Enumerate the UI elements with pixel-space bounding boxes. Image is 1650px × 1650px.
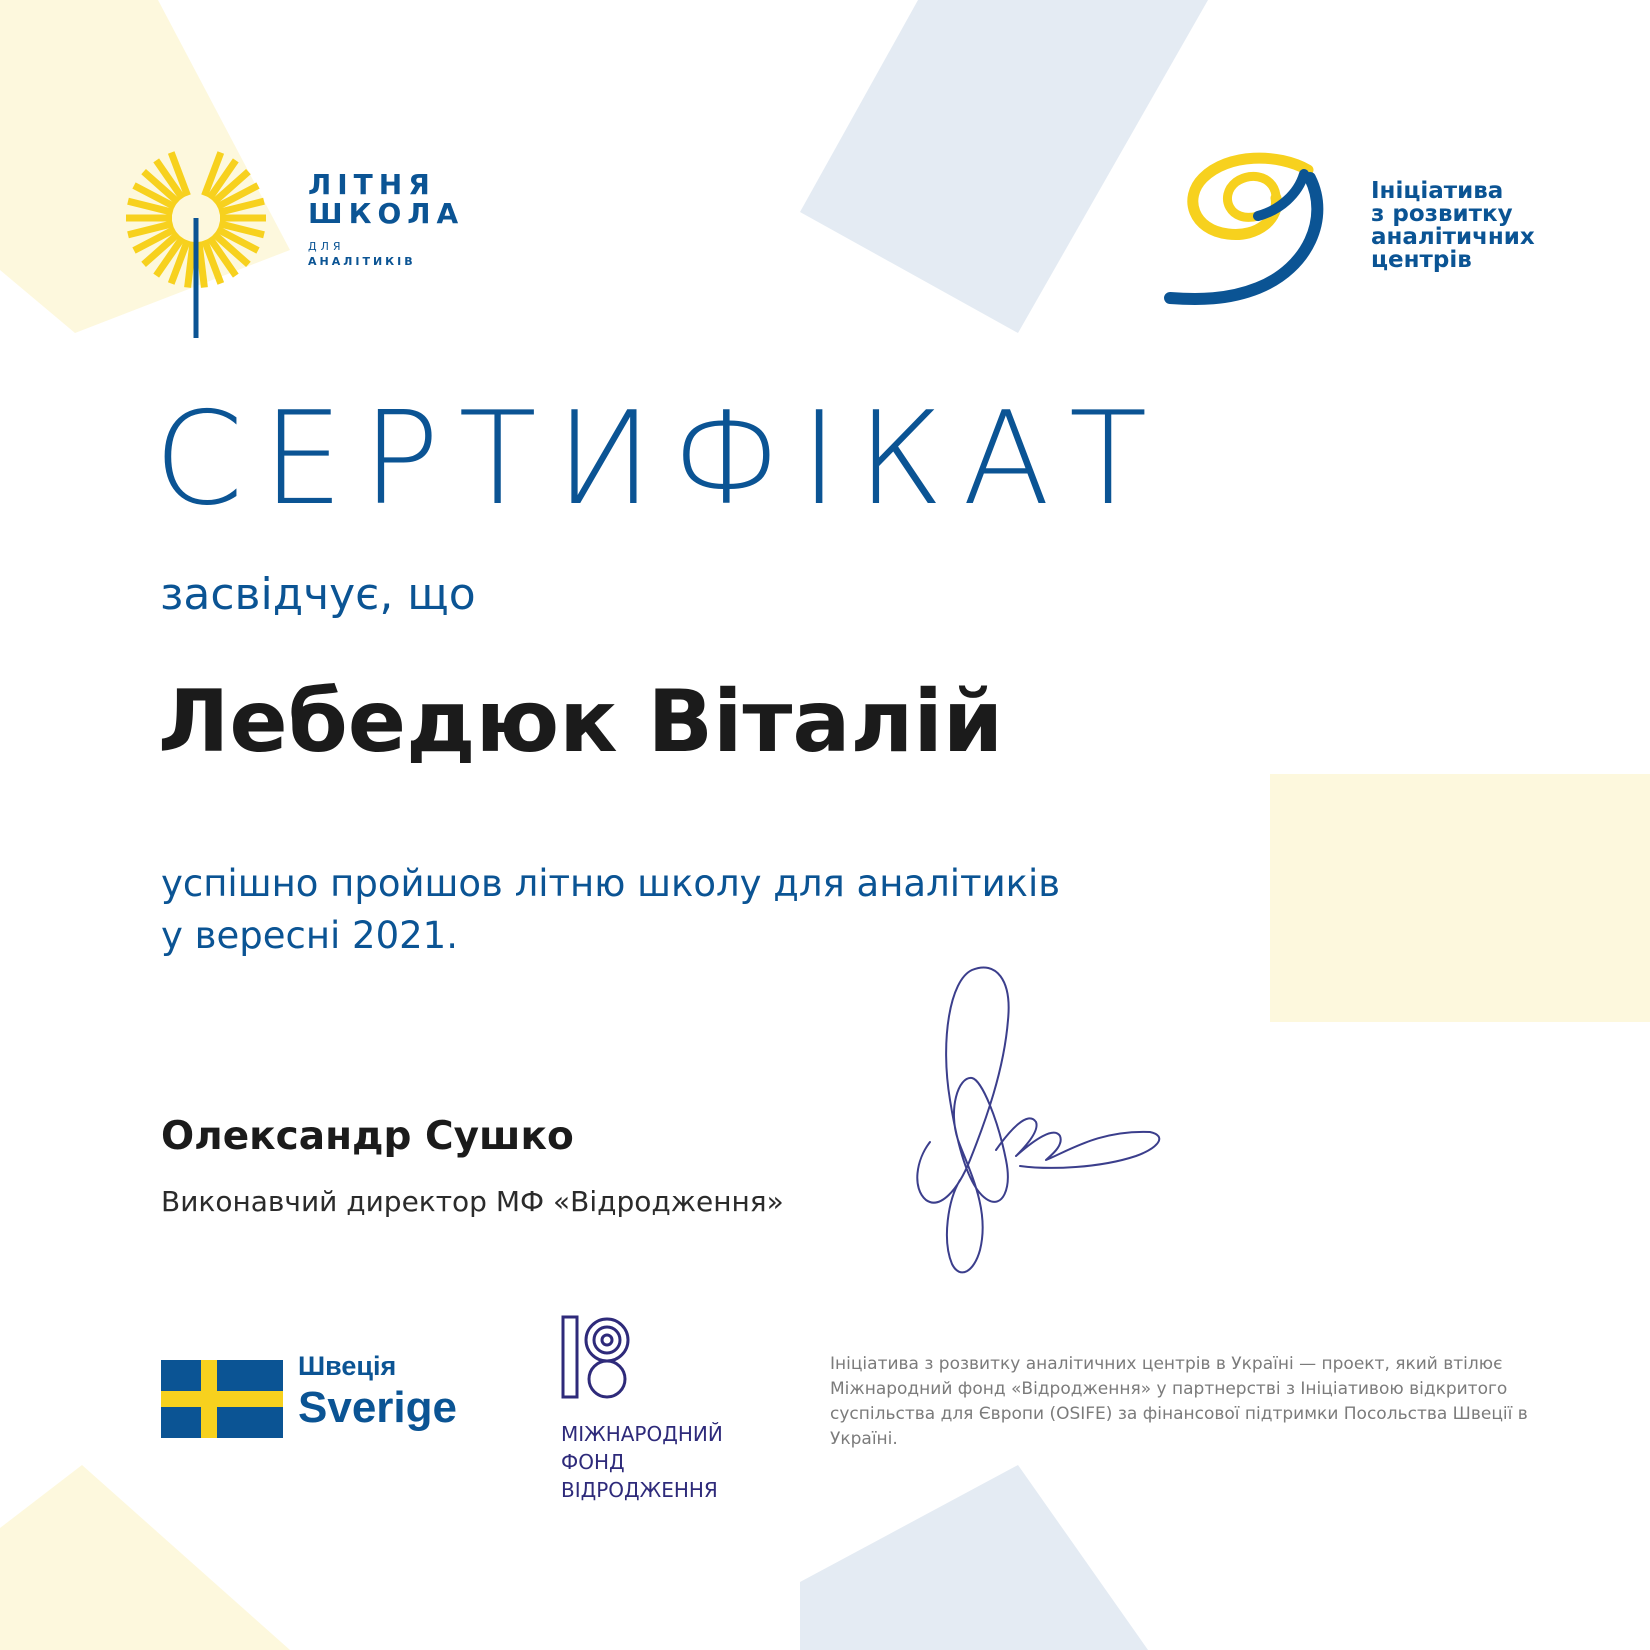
bg-yellow-right xyxy=(1270,774,1650,1022)
irf-logo-icon xyxy=(560,1314,632,1400)
sweden-se-label: Sverige xyxy=(298,1383,457,1432)
sweden-ua-label: Швеція xyxy=(298,1351,397,1381)
sweden-flag-icon xyxy=(161,1360,283,1438)
sweden-logo-text xyxy=(298,1353,457,1430)
summer-school-line3: ДЛЯ xyxy=(308,239,345,253)
sun-ray xyxy=(199,242,205,288)
footer-note: Ініціатива з розвитку аналітичних центрів в Україні — проект, який втілює Міжнародний фонд «Відродження» у партнерстві з Ініціативою відкритого суспільства для Європи (OSIFE) за фінансової підтримки Посольства Швеції в Україні. xyxy=(830,1354,1528,1449)
summer-school-line2: ШКОЛА xyxy=(308,197,465,231)
irf-line2: ФОНД xyxy=(561,1450,625,1474)
initiative-swirl-icon xyxy=(1158,148,1328,313)
initiative-line4: центрів xyxy=(1371,247,1472,273)
initiative-line2: з розвитку xyxy=(1371,201,1513,227)
certifies-text: засвідчує, що xyxy=(160,569,476,620)
signer-name: Олександр Сушко xyxy=(161,1114,574,1159)
sun-ray xyxy=(188,242,194,288)
summer-school-logo-text xyxy=(308,170,464,268)
irf-logo-text xyxy=(561,1420,723,1504)
description-line1: успішно пройшов літню школу для аналітиків xyxy=(161,862,1061,905)
bg-yellow-bottom-left xyxy=(0,1465,290,1650)
summer-school-line1: ЛІТНЯ xyxy=(308,168,436,201)
recipient-name: Лебедюк Віталій xyxy=(158,672,1004,772)
bg-blue-top-center xyxy=(800,0,1208,333)
initiative-line3: аналітичних xyxy=(1371,224,1535,250)
summer-school-sun-icon xyxy=(118,148,278,340)
description-line2: у вересні 2021. xyxy=(161,914,458,957)
irf-line1: МІЖНАРОДНИЙ xyxy=(561,1422,723,1446)
bg-blue-bottom-center xyxy=(800,1465,1148,1650)
irf-line3: ВІДРОДЖЕННЯ xyxy=(561,1478,718,1502)
initiative-logo-text xyxy=(1371,180,1535,272)
certificate-description xyxy=(161,858,1060,962)
signature-icon xyxy=(900,960,1180,1300)
summer-school-line4: АНАЛІТИКІВ xyxy=(308,255,416,269)
signer-title: Виконавчий директор МФ «Відродження» xyxy=(161,1185,784,1218)
certificate-title: СЕРТИФІКАТ xyxy=(154,385,1167,534)
initiative-line1: Ініціатива xyxy=(1371,178,1504,204)
